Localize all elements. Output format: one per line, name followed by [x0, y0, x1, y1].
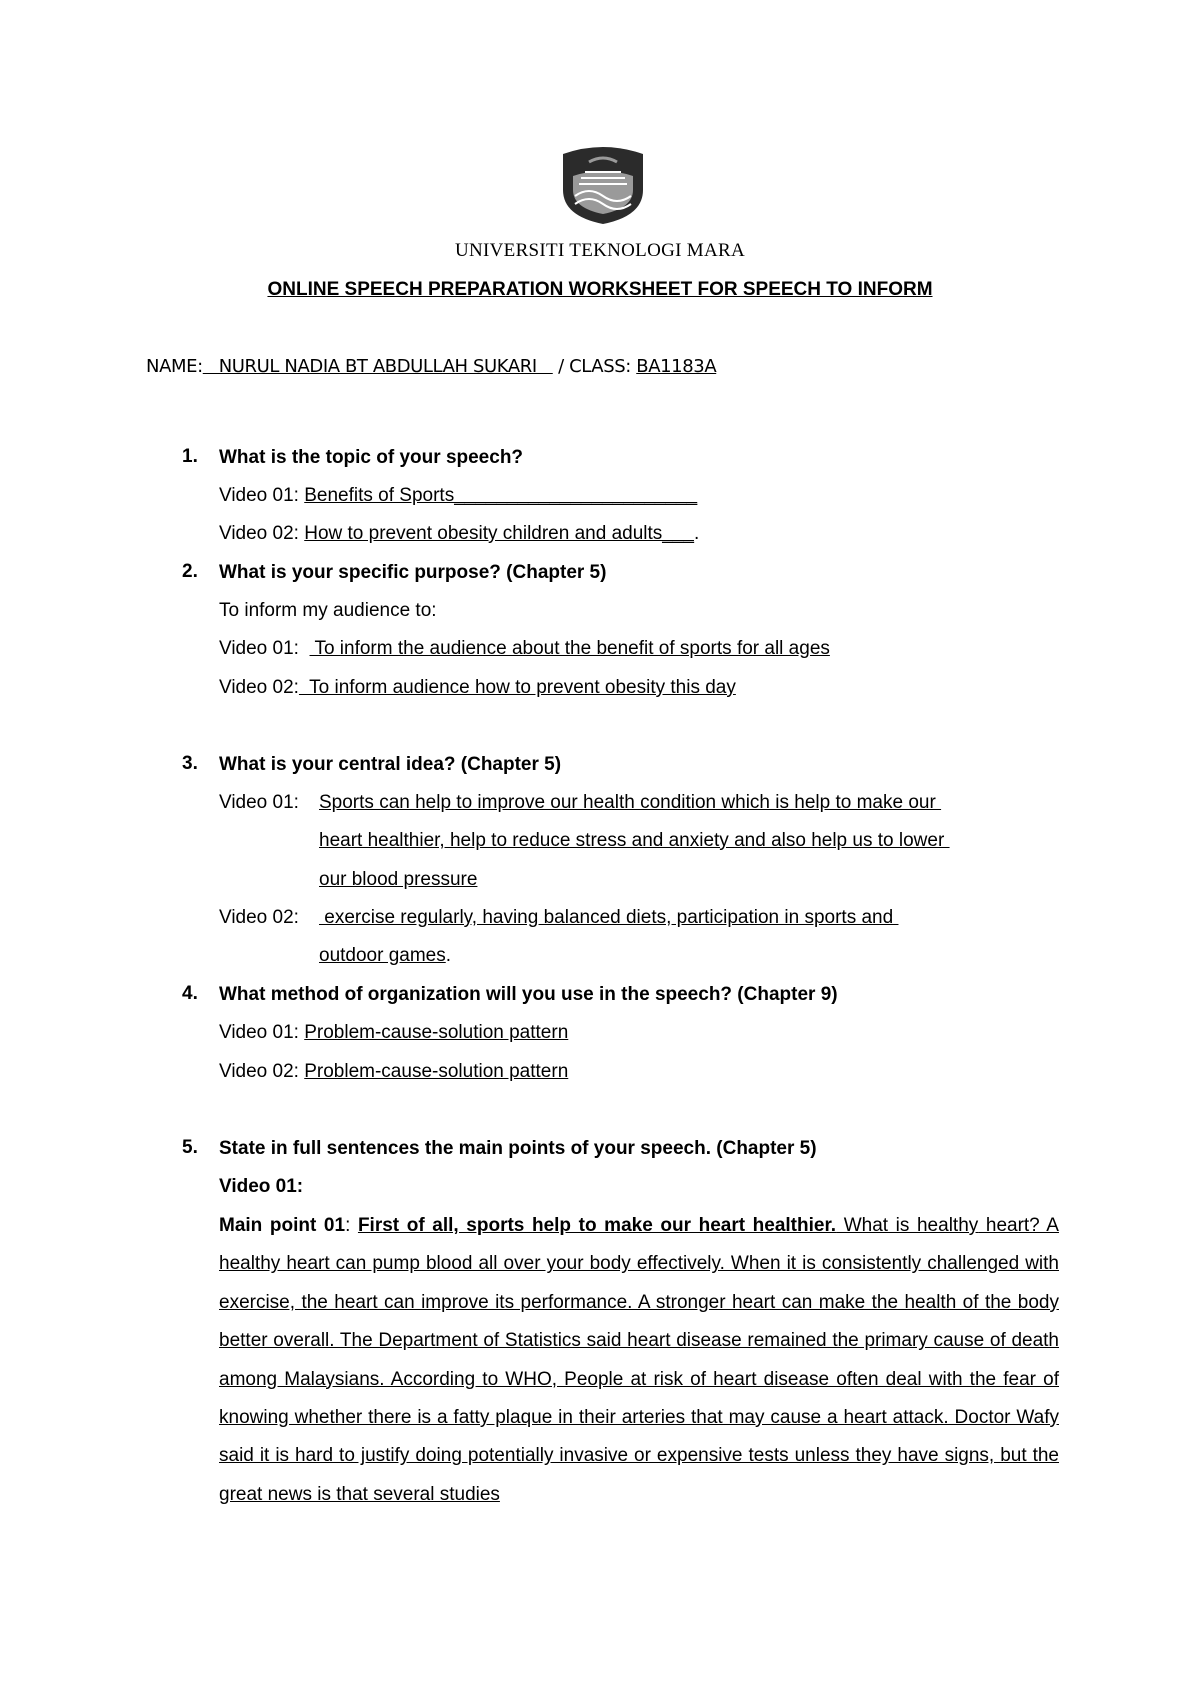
main-point-1-paragraph [219, 1207, 1059, 1514]
question-1-text: What is the topic of your speech? [219, 447, 524, 468]
q4-video-2-answer: Problem-cause-solution pattern [304, 1061, 569, 1082]
question-4-number: 4. [182, 983, 198, 1004]
main-point-1-body: heart? A healthy heart can pump blood all over your body effectively. When it is consistently challenged with exercise, the heart can improve its performance. A stronger heart can make the health of the body better overall. The Department of Statistics said heart disease remained the primary cause of death among Malaysians. According to WHO, People at risk of heart disease often deal with the fear of knowing whether there is a fatty plaque in their arteries that may cause a heart attack. Doctor Wafy said it is hard to justify doing potentially invasive or expensive tests unless they have signs, but the great news is that several studies [219, 1215, 1059, 1505]
q1-video-2-end: . [693, 523, 700, 544]
q3-video-2-label: Video 02: [219, 907, 305, 928]
name-label: NAME: [146, 356, 203, 377]
q3-video-2-end: . [445, 945, 452, 966]
q3-video-2-line-1: exercise regularly, having balanced diets, participation in sports and [319, 907, 899, 928]
q2-video-1-answer: To inform the audience about the benefit of sports for all ages [309, 638, 830, 659]
q5-video-1-label: Video 01: [219, 1176, 304, 1197]
question-3-number: 3. [182, 753, 198, 774]
q1-video-1-answer: Benefits of Sports_______________________ [304, 485, 698, 506]
q4-video-2-label: Video 02: [219, 1061, 305, 1082]
q1-video-1-row [219, 484, 697, 508]
q3-video-1-label: Video 01: [219, 792, 305, 813]
main-point-1-question: What is healthy [836, 1215, 979, 1236]
q3-video-1-line-3: our blood pressure [319, 869, 478, 890]
q4-video-2-row [219, 1060, 568, 1084]
q2-video-2-row [219, 676, 736, 700]
q3-video-1-line-1: Sports can help to improve our health condition which is help to make our [319, 792, 942, 813]
q2-intro: To inform my audience to: [219, 600, 437, 621]
student-name: NURUL NADIA BT ABDULLAH SUKARI [202, 356, 553, 377]
question-1-number: 1. [182, 446, 198, 467]
student-info-row [146, 356, 716, 377]
q1-video-2-row [219, 522, 699, 546]
question-5-number: 5. [182, 1137, 198, 1158]
q2-video-2-answer: To inform audience how to prevent obesity this day [298, 677, 736, 698]
worksheet-title: ONLINE SPEECH PREPARATION WORKSHEET FOR SPEECH TO INFORM [267, 279, 933, 300]
q1-video-2-answer: How to prevent obesity children and adults___ [304, 523, 694, 544]
main-point-1-label: Main point 01 [219, 1215, 346, 1236]
class-label: / CLASS: [552, 356, 637, 377]
class-value: BA1183A [636, 356, 717, 377]
q1-video-1-label: Video 01: [219, 485, 305, 506]
question-3-text: What is your central idea? (Chapter 5) [219, 754, 562, 775]
q3-video-2-line-2-row [319, 944, 451, 968]
question-2-number: 2. [182, 561, 198, 582]
main-point-1-colon: : [345, 1215, 358, 1236]
q4-video-1-answer: Problem-cause-solution pattern [304, 1022, 569, 1043]
q2-video-1-row [219, 637, 830, 661]
q4-video-1-row [219, 1021, 568, 1045]
main-point-1-heading: First of all, sports help to make our heart healthier. [357, 1215, 837, 1236]
question-5-text: State in full sentences the main points of your speech. (Chapter 5) [219, 1138, 817, 1159]
university-logo-icon [559, 146, 647, 224]
question-4-text: What method of organization will you use in the speech? (Chapter 9) [219, 984, 838, 1005]
university-name: UNIVERSITI TEKNOLOGI MARA [454, 240, 745, 261]
q3-video-2-line-2: outdoor games [319, 945, 446, 966]
q1-video-2-label: Video 02: [219, 523, 305, 544]
question-2-text: What is your specific purpose? (Chapter 5) [219, 562, 607, 583]
q4-video-1-label: Video 01: [219, 1022, 305, 1043]
q2-video-2-label: Video 02: [219, 677, 299, 698]
q2-video-1-label: Video 01: [219, 638, 310, 659]
q3-video-1-line-2: heart healthier, help to reduce stress and anxiety and also help us to lower [319, 830, 950, 851]
